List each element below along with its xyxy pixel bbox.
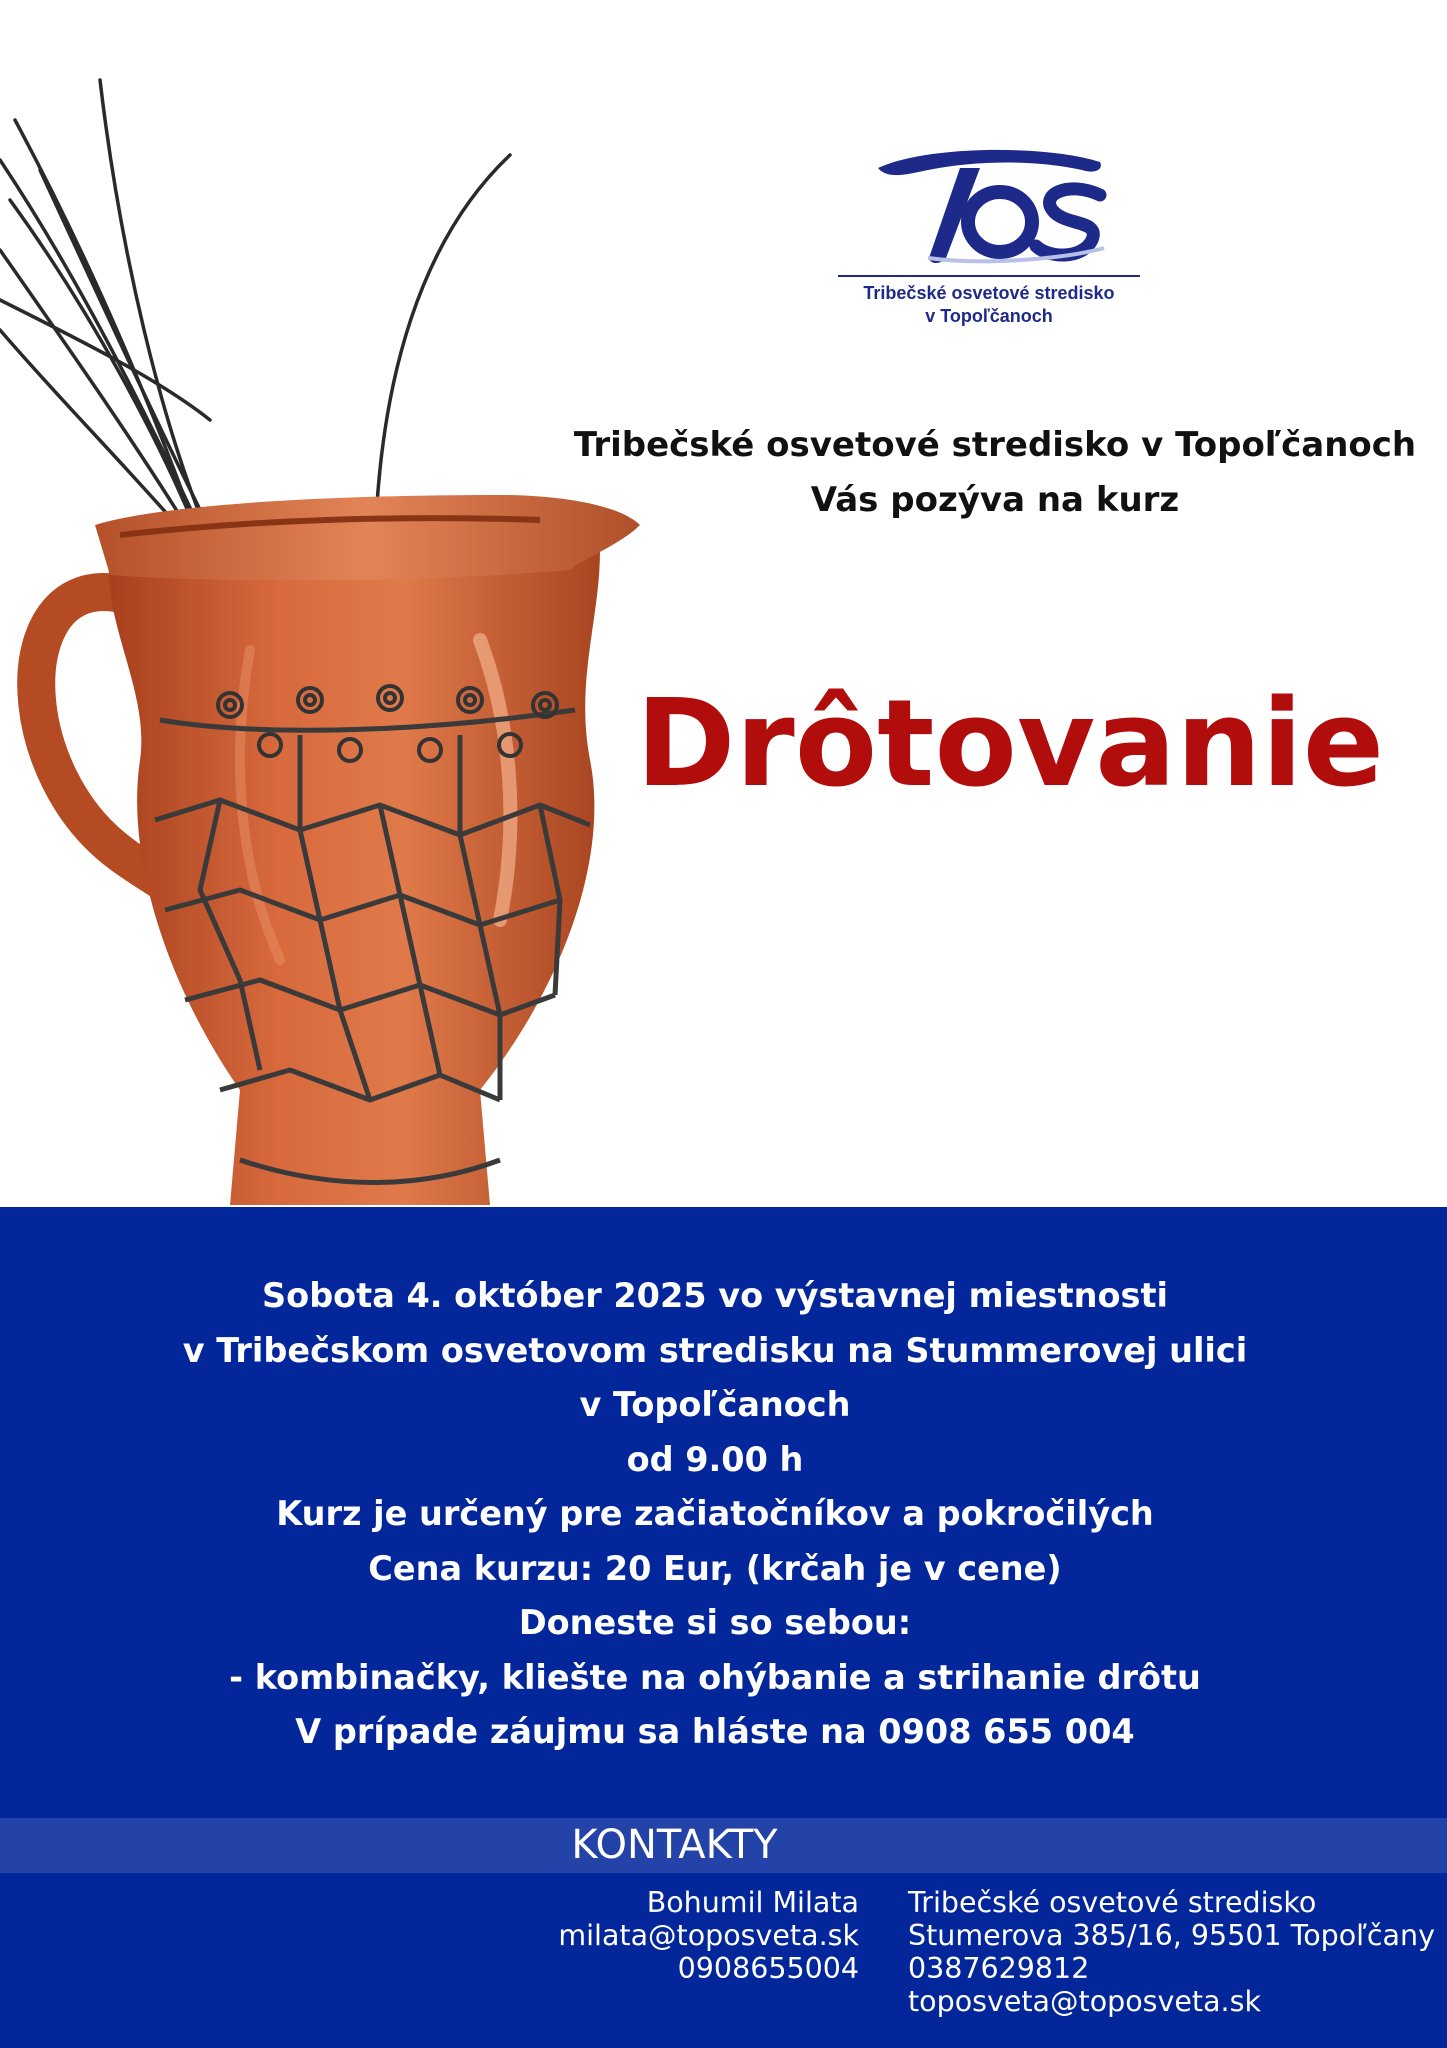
detail-line: v Tribečskom osvetovom stredisku na Stummerovej ulici <box>182 1330 1248 1370</box>
contact-org-phone[interactable]: 0387629812 <box>908 1952 1090 1985</box>
detail-line: Kurz je určený pre začiatočníkov a pokročilých <box>276 1494 1154 1533</box>
logo-subtitle-line2: v Topoľčanoch <box>925 306 1053 326</box>
invitation-line1: Tribečské osvetové stredisko v Topoľčanoch <box>573 425 1417 465</box>
contacts-footer <box>0 1873 1447 2048</box>
course-details <box>0 1269 1430 1760</box>
contact-person-email[interactable]: milata@toposveta.sk <box>558 1919 859 1952</box>
contact-person-name: Bohumil Milata <box>646 1886 859 1919</box>
logo-divider <box>838 275 1140 277</box>
contact-org-address: Stumerova 385/16, 95501 Topoľčany <box>908 1919 1435 1952</box>
detail-line: - kombinačky, kliešte na ohýbanie a strihanie drôtu <box>229 1657 1201 1697</box>
detail-line: Sobota 4. október 2025 vo výstavnej miestnosti <box>262 1276 1168 1315</box>
detail-line: Doneste si so sebou: <box>518 1603 912 1642</box>
detail-line: od 9.00 h <box>626 1439 804 1479</box>
contact-organization <box>908 1886 1435 2018</box>
tos-logo-mark <box>868 140 1108 270</box>
contacts-header <box>0 1818 1447 1873</box>
detail-line: v Topoľčanoch <box>579 1385 851 1424</box>
contact-org-email[interactable]: toposveta@toposveta.sk <box>908 1985 1261 2018</box>
invitation-text <box>560 418 1430 528</box>
course-details-panel <box>0 1207 1447 1818</box>
logo-subtitle <box>838 282 1140 328</box>
detail-line: Cena kurzu: 20 Eur, (krčah je v cene) <box>368 1548 1062 1588</box>
tos-logo <box>838 140 1140 340</box>
detail-line: V prípade záujmu sa hláste na 0908 655 004 <box>295 1712 1135 1751</box>
wire-wrapped-jug-image <box>0 0 660 1205</box>
logo-subtitle-line1: Tribečské osvetové stredisko <box>863 283 1115 303</box>
contact-org-name: Tribečské osvetové stredisko <box>908 1886 1317 1919</box>
contact-person-phone[interactable]: 0908655004 <box>677 1952 859 1985</box>
contact-person <box>558 1886 859 1985</box>
contacts-heading: KONTAKTY <box>571 1822 778 1868</box>
invitation-line2: Vás pozýva na kurz <box>810 480 1180 520</box>
course-title: Drôtovanie <box>635 675 1385 814</box>
